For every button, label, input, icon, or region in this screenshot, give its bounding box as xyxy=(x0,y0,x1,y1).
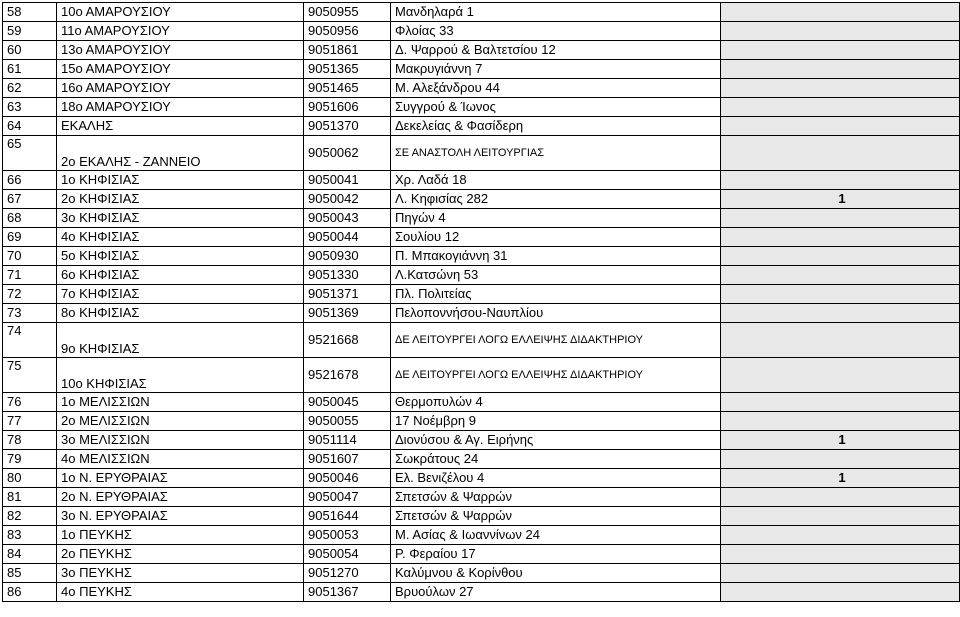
school-code-cell: 9050044 xyxy=(304,228,391,247)
row-number-cell: 76 xyxy=(3,393,57,412)
count-cell xyxy=(721,488,960,507)
table-row xyxy=(3,117,960,136)
row-number-cell: 85 xyxy=(3,564,57,583)
count-cell xyxy=(721,393,960,412)
table-row xyxy=(3,393,960,412)
count-cell: 1 xyxy=(721,469,960,488)
address-cell: Μ. Αλεξάνδρου 44 xyxy=(391,79,721,98)
address-cell: Πλ. Πολιτείας xyxy=(391,285,721,304)
row-number-cell: 73 xyxy=(3,304,57,323)
row-number-cell: 64 xyxy=(3,117,57,136)
school-code-cell: 9051861 xyxy=(304,41,391,60)
count-cell xyxy=(721,98,960,117)
school-code-cell: 9051465 xyxy=(304,79,391,98)
count-cell xyxy=(721,171,960,190)
table-row xyxy=(3,564,960,583)
address-cell: Μανδηλαρά 1 xyxy=(391,3,721,22)
count-cell xyxy=(721,3,960,22)
table-row xyxy=(3,22,960,41)
count-cell xyxy=(721,266,960,285)
school-code-cell: 9050046 xyxy=(304,469,391,488)
address-cell: Μ. Ασίας & Ιωαννίνων 24 xyxy=(391,526,721,545)
address-cell: Ρ. Φεραίου 17 xyxy=(391,545,721,564)
row-number-cell: 77 xyxy=(3,412,57,431)
table-row xyxy=(3,190,960,209)
row-number-cell: 61 xyxy=(3,60,57,79)
school-name-cell: 9ο ΚΗΦΙΣΙΑΣ xyxy=(57,323,304,358)
address-cell: Π. Μπακογιάννη 31 xyxy=(391,247,721,266)
school-name-cell: 4ο ΜΕΛΙΣΣΙΩΝ xyxy=(57,450,304,469)
count-cell xyxy=(721,583,960,602)
address-cell: Σπετσών & Ψαρρών xyxy=(391,507,721,526)
row-number-cell: 59 xyxy=(3,22,57,41)
address-cell: Πηγών 4 xyxy=(391,209,721,228)
address-cell: Διονύσου & Αγ. Ειρήνης xyxy=(391,431,721,450)
school-code-cell: 9051371 xyxy=(304,285,391,304)
count-cell xyxy=(721,136,960,171)
table-row xyxy=(3,98,960,117)
table-row xyxy=(3,431,960,450)
school-name-cell: 5ο ΚΗΦΙΣΙΑΣ xyxy=(57,247,304,266)
count-cell xyxy=(721,209,960,228)
table-row xyxy=(3,323,960,358)
row-number-cell: 74 xyxy=(3,323,57,358)
school-name-cell: 3ο ΜΕΛΙΣΣΙΩΝ xyxy=(57,431,304,450)
address-cell: Βρυούλων 27 xyxy=(391,583,721,602)
school-name-cell: 2ο ΜΕΛΙΣΣΙΩΝ xyxy=(57,412,304,431)
school-name-cell: 13ο ΑΜΑΡΟΥΣΙΟΥ xyxy=(57,41,304,60)
school-name-cell: 15ο ΑΜΑΡΟΥΣΙΟΥ xyxy=(57,60,304,79)
school-code-cell: 9050956 xyxy=(304,22,391,41)
address-cell: Φλοίας 33 xyxy=(391,22,721,41)
address-cell: Σωκράτους 24 xyxy=(391,450,721,469)
count-cell xyxy=(721,545,960,564)
row-number-cell: 79 xyxy=(3,450,57,469)
count-cell xyxy=(721,526,960,545)
count-cell xyxy=(721,79,960,98)
row-number-cell: 75 xyxy=(3,358,57,393)
school-name-cell: 2ο ΠΕΥΚΗΣ xyxy=(57,545,304,564)
school-name-cell: 2ο ΚΗΦΙΣΙΑΣ xyxy=(57,190,304,209)
school-code-cell: 9050930 xyxy=(304,247,391,266)
row-number-cell: 62 xyxy=(3,79,57,98)
row-number-cell: 71 xyxy=(3,266,57,285)
school-code-cell: 9051606 xyxy=(304,98,391,117)
count-cell xyxy=(721,507,960,526)
row-number-cell: 84 xyxy=(3,545,57,564)
row-number-cell: 60 xyxy=(3,41,57,60)
school-name-cell: ΕΚΑΛΗΣ xyxy=(57,117,304,136)
school-name-cell: 6ο ΚΗΦΙΣΙΑΣ xyxy=(57,266,304,285)
count-cell xyxy=(721,412,960,431)
row-number-cell: 68 xyxy=(3,209,57,228)
school-name-cell: 4ο ΠΕΥΚΗΣ xyxy=(57,583,304,602)
school-code-cell: 9050053 xyxy=(304,526,391,545)
school-name-cell: 7ο ΚΗΦΙΣΙΑΣ xyxy=(57,285,304,304)
address-cell: Λ.Κατσώνη 53 xyxy=(391,266,721,285)
school-code-cell: 9050045 xyxy=(304,393,391,412)
address-cell: Συγγρού & Ίωνος xyxy=(391,98,721,117)
school-name-cell: 1ο ΜΕΛΙΣΣΙΩΝ xyxy=(57,393,304,412)
school-name-cell: 4ο ΚΗΦΙΣΙΑΣ xyxy=(57,228,304,247)
school-code-cell: 9051369 xyxy=(304,304,391,323)
table-row xyxy=(3,285,960,304)
school-code-cell: 9051367 xyxy=(304,583,391,602)
table-row xyxy=(3,488,960,507)
table-row xyxy=(3,304,960,323)
row-number-cell: 80 xyxy=(3,469,57,488)
count-cell xyxy=(721,304,960,323)
row-number-cell: 67 xyxy=(3,190,57,209)
school-name-cell: 3ο Ν. ΕΡΥΘΡΑΙΑΣ xyxy=(57,507,304,526)
count-cell xyxy=(721,117,960,136)
school-name-cell: 2ο ΕΚΑΛΗΣ - ΖΑΝΝΕΙΟ xyxy=(57,136,304,171)
school-name-cell: 1ο Ν. ΕΡΥΘΡΑΙΑΣ xyxy=(57,469,304,488)
school-name-cell: 16ο ΑΜΑΡΟΥΣΙΟΥ xyxy=(57,79,304,98)
row-number-cell: 69 xyxy=(3,228,57,247)
table-row xyxy=(3,136,960,171)
table-row xyxy=(3,41,960,60)
table-row xyxy=(3,412,960,431)
row-number-cell: 58 xyxy=(3,3,57,22)
school-code-cell: 9051607 xyxy=(304,450,391,469)
school-code-cell: 9051365 xyxy=(304,60,391,79)
address-cell: Σπετσών & Ψαρρών xyxy=(391,488,721,507)
address-cell: Σουλίου 12 xyxy=(391,228,721,247)
row-number-cell: 81 xyxy=(3,488,57,507)
school-name-cell: 2ο Ν. ΕΡΥΘΡΑΙΑΣ xyxy=(57,488,304,507)
table-row xyxy=(3,228,960,247)
school-code-cell: 9051370 xyxy=(304,117,391,136)
count-cell xyxy=(721,564,960,583)
table-row xyxy=(3,79,960,98)
school-code-cell: 9051114 xyxy=(304,431,391,450)
address-cell: ΔΕ ΛΕΙΤΟΥΡΓΕΙ ΛΟΓΩ ΕΛΛΕΙΨΗΣ ΔΙΔΑΚΤΗΡΙΟΥ xyxy=(391,358,721,393)
school-code-cell: 9050043 xyxy=(304,209,391,228)
table-row xyxy=(3,358,960,393)
count-cell: 1 xyxy=(721,431,960,450)
count-cell: 1 xyxy=(721,190,960,209)
table-row xyxy=(3,266,960,285)
table-row xyxy=(3,3,960,22)
table-row xyxy=(3,247,960,266)
school-code-cell: 9050054 xyxy=(304,545,391,564)
school-code-cell: 9051644 xyxy=(304,507,391,526)
table-row xyxy=(3,507,960,526)
address-cell: ΔΕ ΛΕΙΤΟΥΡΓΕΙ ΛΟΓΩ ΕΛΛΕΙΨΗΣ ΔΙΔΑΚΤΗΡΙΟΥ xyxy=(391,323,721,358)
table-row xyxy=(3,526,960,545)
row-number-cell: 66 xyxy=(3,171,57,190)
address-cell: Ελ. Βενιζέλου 4 xyxy=(391,469,721,488)
school-name-cell: 1ο ΠΕΥΚΗΣ xyxy=(57,526,304,545)
table-row xyxy=(3,545,960,564)
school-name-cell: 18ο ΑΜΑΡΟΥΣΙΟΥ xyxy=(57,98,304,117)
row-number-cell: 86 xyxy=(3,583,57,602)
address-cell: Χρ. Λαδά 18 xyxy=(391,171,721,190)
count-cell xyxy=(721,247,960,266)
row-number-cell: 82 xyxy=(3,507,57,526)
school-code-cell: 9050955 xyxy=(304,3,391,22)
count-cell xyxy=(721,22,960,41)
count-cell xyxy=(721,60,960,79)
row-number-cell: 65 xyxy=(3,136,57,171)
school-name-cell: 10ο ΑΜΑΡΟΥΣΙΟΥ xyxy=(57,3,304,22)
table-row xyxy=(3,209,960,228)
table-row xyxy=(3,450,960,469)
row-number-cell: 78 xyxy=(3,431,57,450)
school-name-cell: 3ο ΠΕΥΚΗΣ xyxy=(57,564,304,583)
count-cell xyxy=(721,450,960,469)
school-code-cell: 9050041 xyxy=(304,171,391,190)
count-cell xyxy=(721,358,960,393)
school-code-cell: 9050062 xyxy=(304,136,391,171)
count-cell xyxy=(721,41,960,60)
school-name-cell: 11ο ΑΜΑΡΟΥΣΙΟΥ xyxy=(57,22,304,41)
address-cell: Μακρυγιάννη 7 xyxy=(391,60,721,79)
table-row xyxy=(3,171,960,190)
address-cell: ΣΕ ΑΝΑΣΤΟΛΗ ΛΕΙΤΟΥΡΓΙΑΣ xyxy=(391,136,721,171)
schools-table xyxy=(2,2,960,602)
school-code-cell: 9050055 xyxy=(304,412,391,431)
schools-table-body xyxy=(3,3,960,602)
table-row xyxy=(3,469,960,488)
count-cell xyxy=(721,323,960,358)
school-name-cell: 3ο ΚΗΦΙΣΙΑΣ xyxy=(57,209,304,228)
address-cell: Καλύμνου & Κορίνθου xyxy=(391,564,721,583)
school-code-cell: 9521668 xyxy=(304,323,391,358)
row-number-cell: 72 xyxy=(3,285,57,304)
school-code-cell: 9521678 xyxy=(304,358,391,393)
row-number-cell: 63 xyxy=(3,98,57,117)
school-code-cell: 9051330 xyxy=(304,266,391,285)
address-cell: Δεκελείας & Φασίδερη xyxy=(391,117,721,136)
row-number-cell: 70 xyxy=(3,247,57,266)
school-code-cell: 9051270 xyxy=(304,564,391,583)
address-cell: Πελοποννήσου-Ναυπλίου xyxy=(391,304,721,323)
school-code-cell: 9050042 xyxy=(304,190,391,209)
address-cell: Θερμοπυλών 4 xyxy=(391,393,721,412)
school-name-cell: 10ο ΚΗΦΙΣΙΑΣ xyxy=(57,358,304,393)
count-cell xyxy=(721,228,960,247)
table-row xyxy=(3,60,960,79)
address-cell: Λ. Κηφισίας 282 xyxy=(391,190,721,209)
school-code-cell: 9050047 xyxy=(304,488,391,507)
table-row xyxy=(3,583,960,602)
address-cell: Δ. Ψαρρού & Βαλτετσίου 12 xyxy=(391,41,721,60)
count-cell xyxy=(721,285,960,304)
school-name-cell: 8ο ΚΗΦΙΣΙΑΣ xyxy=(57,304,304,323)
school-name-cell: 1ο ΚΗΦΙΣΙΑΣ xyxy=(57,171,304,190)
row-number-cell: 83 xyxy=(3,526,57,545)
address-cell: 17 Νοέμβρη 9 xyxy=(391,412,721,431)
